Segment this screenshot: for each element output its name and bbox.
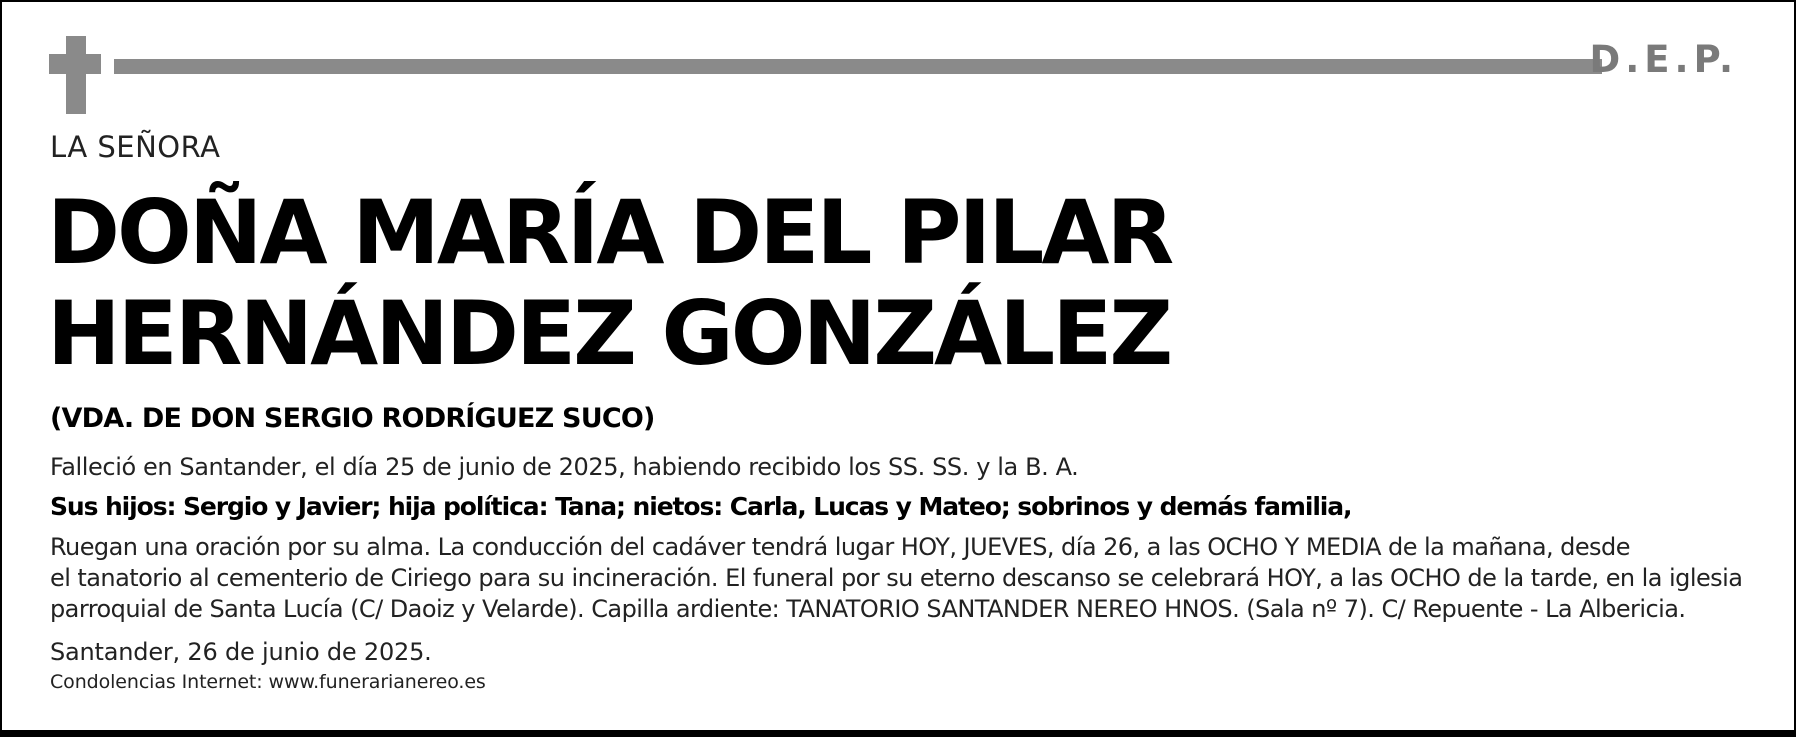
header-rule	[114, 59, 1602, 74]
service-details	[50, 532, 1742, 625]
dep-label: D.E.P.	[1589, 38, 1738, 81]
death-statement: Falleció en Santander, el día 25 de junio de 2025, habiendo recibido los SS. SS. y la B. A.	[50, 453, 1079, 481]
service-details-line: el tanatorio al cementerio de Ciriego para su incineración. El funeral por su eterno descanso se celebrará HOY, a las OCHO de la tarde, en la iglesia	[50, 564, 1743, 592]
condolences-link[interactable]: Condolencias Internet: www.funerarianereo.es	[50, 671, 486, 693]
title-prefix: LA SEÑORA	[50, 130, 221, 164]
deceased-name-line-1: DOÑA MARÍA DEL PILAR	[47, 181, 1172, 284]
place-date: Santander, 26 de junio de 2025.	[50, 638, 432, 666]
family-list: Sus hijos: Sergio y Javier; hija política: Tana; nietos: Carla, Lucas y Mateo; sobrinos y demás familia,	[50, 492, 1352, 521]
cross-icon	[49, 36, 101, 114]
widow-of: (VDA. DE DON SERGIO RODRÍGUEZ SUCO)	[50, 403, 655, 434]
service-details-line: parroquial de Santa Lucía (C/ Daoiz y Velarde). Capilla ardiente: TANATORIO SANTANDER NEREO HNOS. (Sala nº 7). C/ Repuente - La Albericia.	[50, 595, 1686, 623]
service-details-line: Ruegan una oración por su alma. La conducción del cadáver tendrá lugar HOY, JUEVES, día 26, a las OCHO Y MEDIA de la mañana, desde	[50, 533, 1630, 561]
deceased-name-line-2: HERNÁNDEZ GONZÁLEZ	[47, 282, 1171, 385]
